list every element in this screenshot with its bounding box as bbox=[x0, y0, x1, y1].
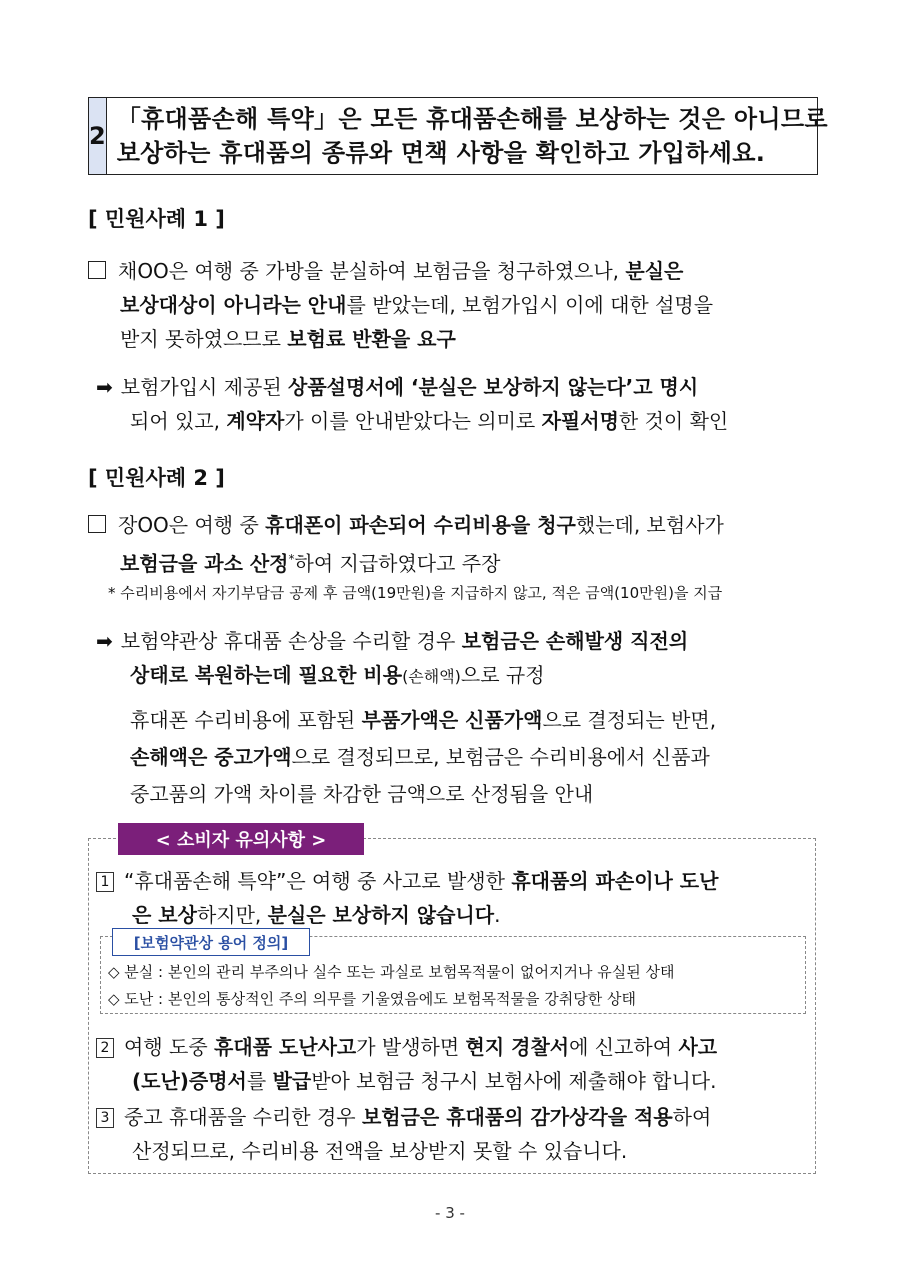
case1-item: 채OO은 여행 중 가방을 분실하여 보험금을 청구하였으나, 분실은 보상대상이 아니라는 안내를 받았는데, 보험가입시 이에 대한 설명을 받지 못하였으므로 보험료 반환을 요구 bbox=[88, 254, 713, 356]
section-number: 2 bbox=[89, 98, 107, 174]
footnote: * 수리비용에서 자기부담금 공제 후 금액(19만원)을 지급하지 않고, 적은 금액(10만원)을 지급 bbox=[108, 584, 723, 602]
page-number: - 3 - bbox=[435, 1204, 465, 1222]
case1-result: ➡ 보험가입시 제공된 상품설명서에 ‘분실은 보상하지 않는다’고 명시 되어 있고, 계약자가 이를 안내받았다는 의미로 자필서명한 것이 확인 bbox=[96, 370, 728, 438]
square-bullet-icon bbox=[88, 261, 106, 279]
section-header bbox=[88, 97, 828, 175]
number-box: 3 bbox=[96, 1108, 114, 1128]
section-title-line2: 보상하는 휴대품의 종류와 면책 사항을 확인하고 가입하세요. bbox=[116, 139, 766, 167]
case2-heading: [ 민원사례 2 ] bbox=[88, 466, 225, 490]
case1-heading: [ 민원사례 1 ] bbox=[88, 207, 225, 231]
case2-explanation: 휴대폰 수리비용에 포함된 부품가액은 신품가액으로 결정되는 반면, 손해액은 중고가액으로 결정되므로, 보험금은 수리비용에서 신품과 중고품의 가액 차이를 차감한 금액으로 산정됨을 안내 bbox=[130, 708, 717, 806]
arrow-right-icon: ➡ bbox=[96, 375, 113, 399]
notice-item-2: 2 여행 도중 휴대품 도난사고가 발생하면 현지 경찰서에 신고하여 사고 (도난)증명서를 발급받아 보험금 청구시 보험사에 제출해야 합니다. bbox=[96, 1030, 717, 1098]
case2-result: ➡ 보험약관상 휴대품 손상을 수리할 경우 보험금은 손해발생 직전의 상태로 복원하는데 필요한 비용(손해액)으로 규정 bbox=[96, 624, 688, 694]
consumer-notice-tag: < 소비자 유의사항 > bbox=[118, 823, 364, 855]
number-box: 2 bbox=[96, 1038, 114, 1058]
square-bullet-icon bbox=[88, 515, 106, 533]
arrow-right-icon: ➡ bbox=[96, 629, 113, 653]
definition-tag: [보험약관상 용어 정의] bbox=[112, 928, 310, 956]
notice-item-3: 3 중고 휴대품을 수리한 경우 보험금은 휴대품의 감가상각을 적용하여 산정되므로, 수리비용 전액을 보상받지 못할 수 있습니다. bbox=[96, 1100, 711, 1168]
section-title-line1: 「휴대품손해 특약」은 모든 휴대품손해를 보상하는 것은 아니므로 bbox=[116, 105, 828, 133]
notice-item-1: 1 “휴대품손해 특약”은 여행 중 사고로 발생한 휴대품의 파손이나 도난 은 보상하지만, 분실은 보상하지 않습니다. bbox=[96, 864, 718, 932]
section-title bbox=[107, 98, 838, 174]
number-box: 1 bbox=[96, 872, 114, 892]
case2-item: 장OO은 여행 중 휴대폰이 파손되어 수리비용을 청구했는데, 보험사가 보험금을 과소 산정*하여 지급하였다고 주장 bbox=[88, 508, 724, 581]
definition-theft: ◇ 도난 : 본인의 통상적인 주의 의무를 기울였음에도 보험목적물을 강취당한 상태 bbox=[108, 990, 636, 1008]
definition-loss: ◇ 분실 : 본인의 관리 부주의나 실수 또는 과실로 보험목적물이 없어지거나 유실된 상태 bbox=[108, 963, 675, 981]
